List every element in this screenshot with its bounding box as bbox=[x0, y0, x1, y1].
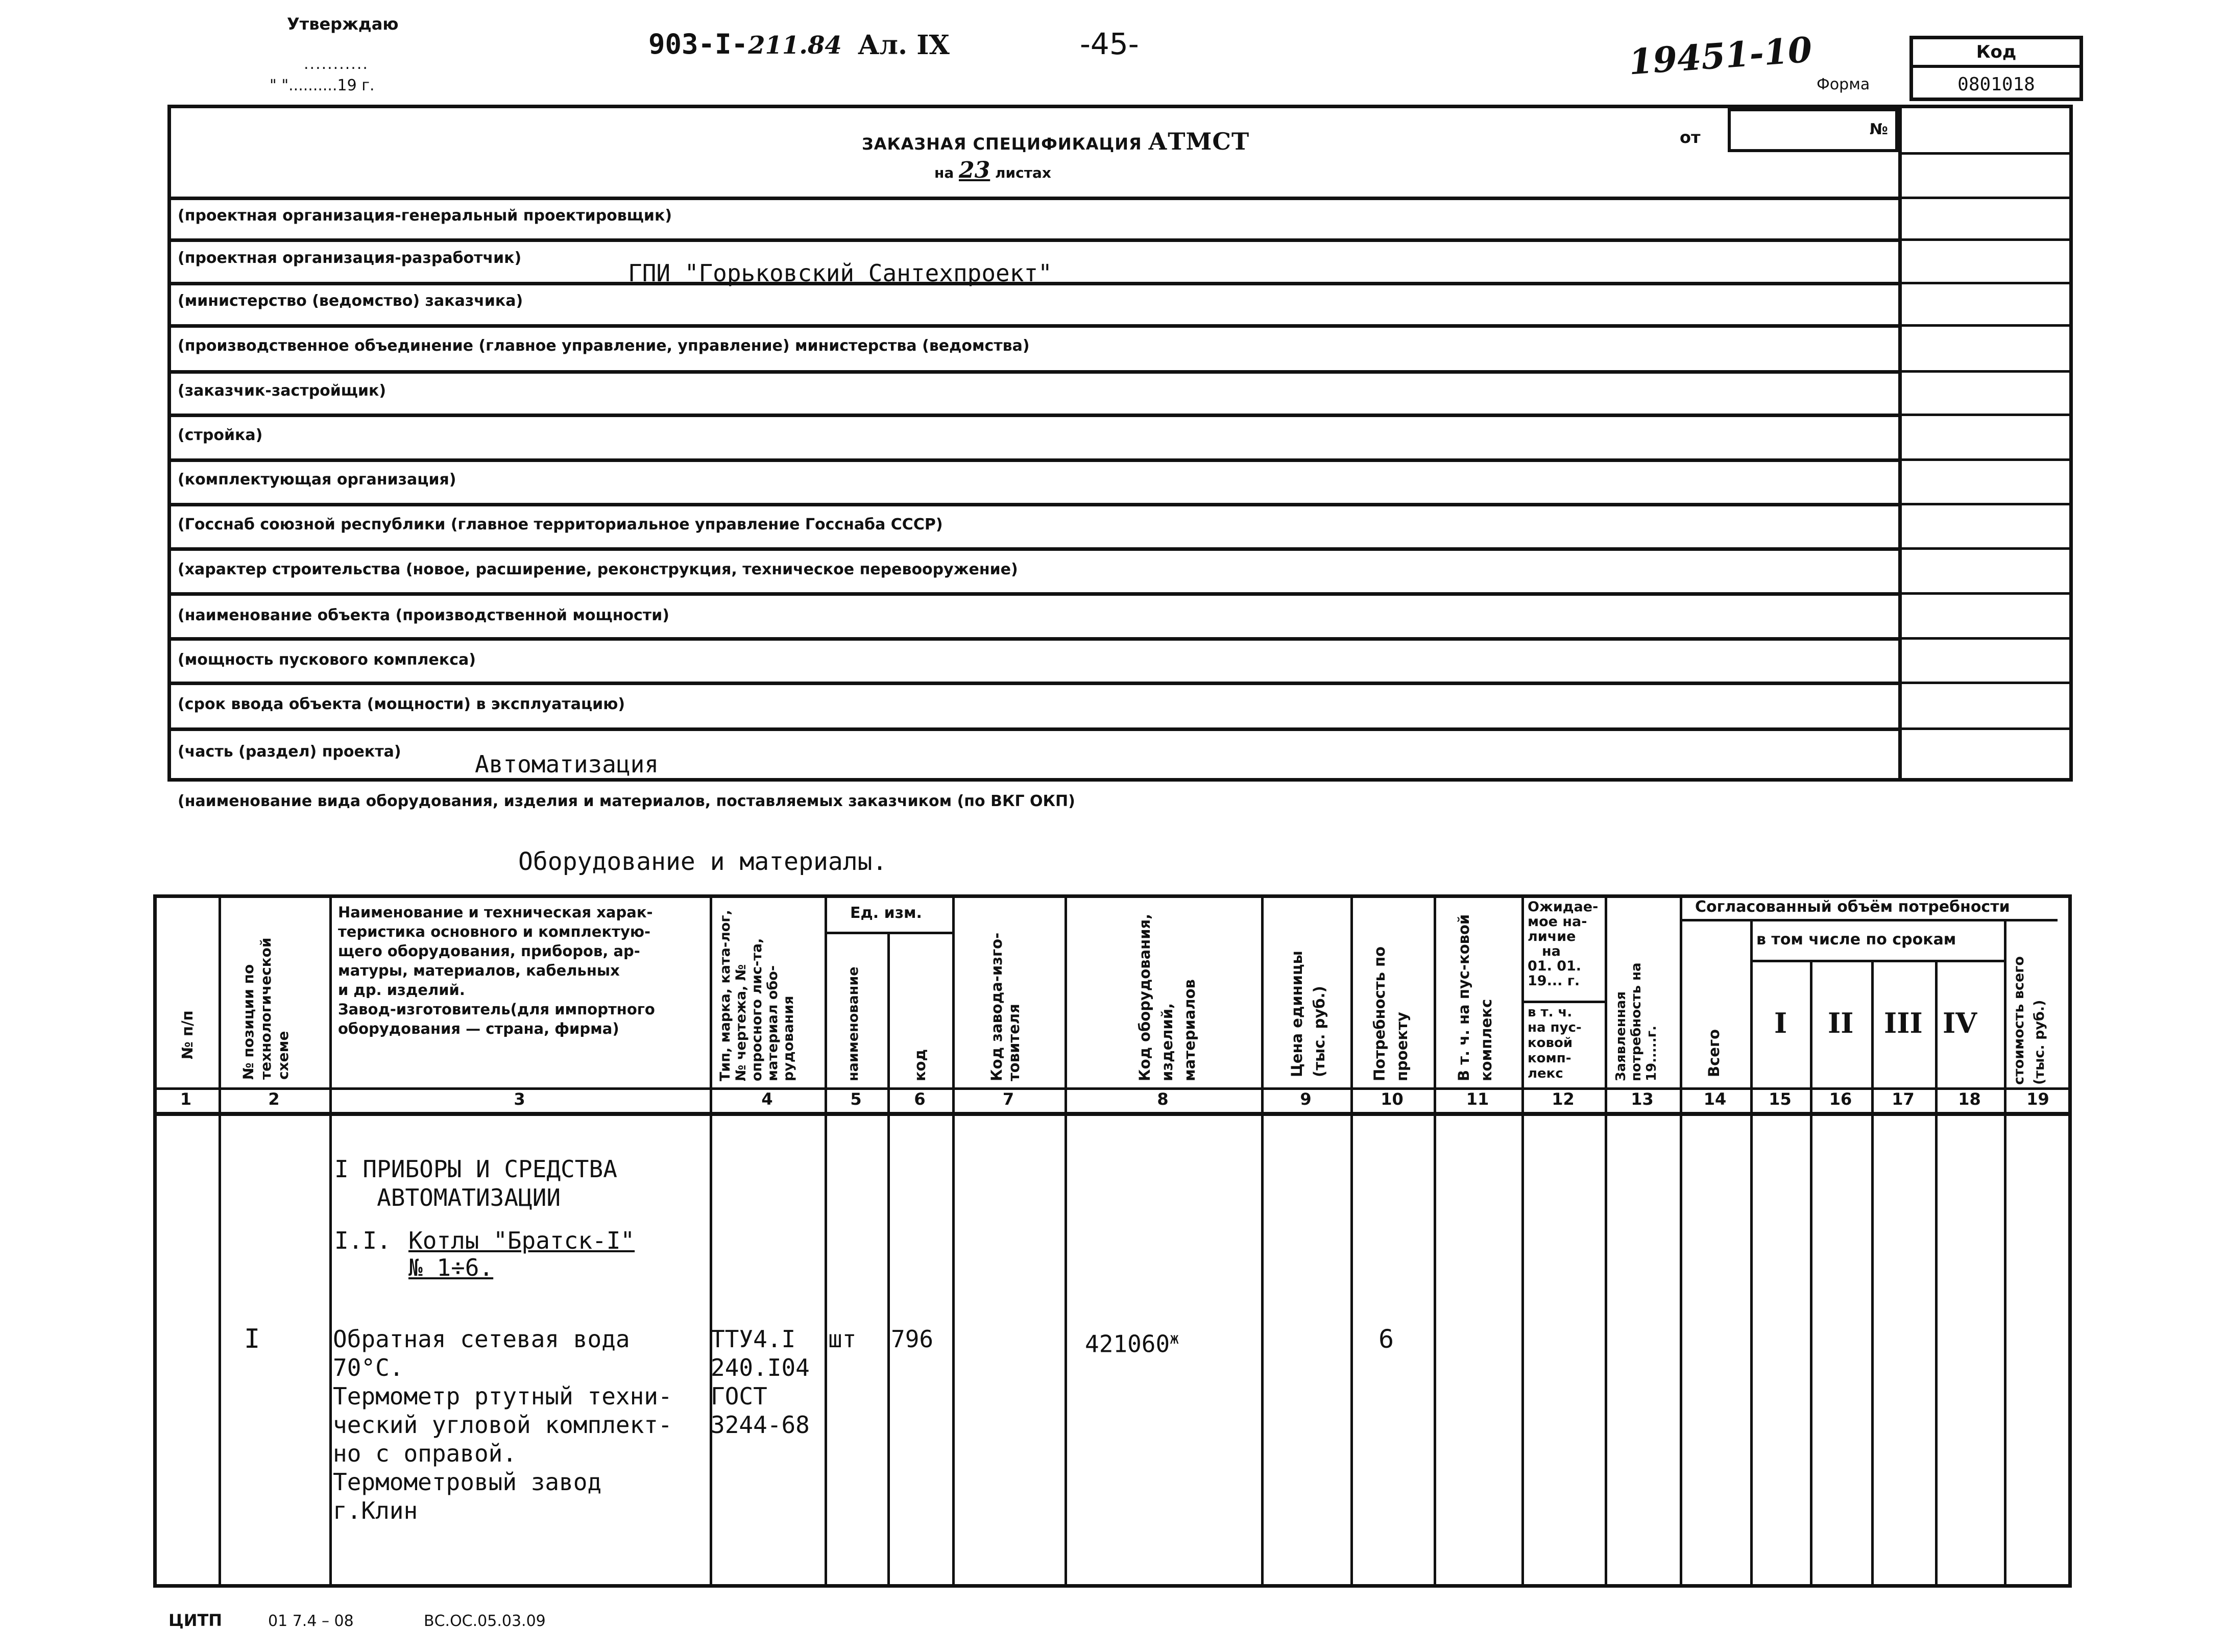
code-cell-divider bbox=[1902, 503, 2073, 505]
field-divider bbox=[171, 324, 1898, 328]
row-equipment-code-mark: ж bbox=[1170, 1330, 1179, 1348]
header-col17: III bbox=[1884, 1007, 1923, 1039]
footer-org: ЦИТП bbox=[168, 1611, 223, 1630]
col-divider bbox=[219, 894, 221, 1588]
column-number: 11 bbox=[1466, 1089, 1489, 1109]
field-label-construction-site: (стройка) bbox=[178, 426, 263, 444]
header-col12-line: в т. ч. bbox=[1528, 1005, 1573, 1020]
col-divider bbox=[1261, 894, 1264, 1588]
code-cell-divider bbox=[1902, 370, 2073, 373]
field-divider bbox=[171, 547, 1898, 551]
field-divider bbox=[171, 458, 1898, 462]
table-colnum-divider bbox=[153, 1112, 2072, 1116]
header-col12-line: комп- bbox=[1528, 1051, 1571, 1066]
header-unit-group: Ед. изм. bbox=[850, 904, 922, 922]
header-including-group: в том числе по срокам bbox=[1756, 931, 1956, 949]
header-col5: наименование bbox=[845, 966, 861, 1081]
from-label: от bbox=[1680, 128, 1701, 147]
code-cell-divider bbox=[1902, 682, 2073, 684]
row-quantity: 6 bbox=[1378, 1324, 1394, 1354]
field-label-developer: (проектная организация-разработчик) bbox=[178, 249, 522, 267]
field-value-developer: ГПИ "Горьковский Сантехпроект" bbox=[628, 259, 1052, 287]
row-name: Обратная сетевая вода 70°С. Термометр ртутный техни- ческий угловой комплект- но с оправой. Термометровый завод г.Клин bbox=[333, 1325, 672, 1524]
equipment-type-label: (наименование вида оборудования, изделия и материалов, поставляемых заказчиком (по ВКГ ОКП) bbox=[178, 792, 1075, 810]
field-label-startup-capacity: (мощность пускового комплекса) bbox=[178, 651, 476, 669]
field-label-supply-org: (комплектующая организация) bbox=[178, 471, 456, 489]
subsection-number: I.I. bbox=[334, 1227, 391, 1254]
field-label-ministry: (министерство (ведомство) заказчика) bbox=[178, 292, 523, 310]
section-title: I ПРИБОРЫ И СРЕДСТВА АВТОМАТИЗАЦИИ bbox=[334, 1155, 617, 1211]
header-col12-line: на пус- bbox=[1528, 1020, 1582, 1035]
col-divider bbox=[1605, 894, 1607, 1588]
column-number: 17 bbox=[1892, 1089, 1915, 1109]
column-number: 19 bbox=[2026, 1089, 2049, 1109]
header-col12-line: Ожидае- bbox=[1528, 899, 1599, 915]
header-col1: № п/п bbox=[179, 1010, 196, 1059]
header-col3-line: Завод-изготовитель(для импортного bbox=[338, 1001, 655, 1018]
subsection-title: Котлы "Братск-I" bbox=[408, 1227, 635, 1254]
header-col18: IV bbox=[1943, 1007, 1977, 1039]
code-cell-divider bbox=[1902, 637, 2073, 640]
header-col15: I bbox=[1774, 1007, 1787, 1039]
code-cell-divider bbox=[1902, 414, 2073, 416]
form-frame bbox=[167, 105, 2073, 782]
field-divider bbox=[171, 503, 1898, 506]
header-col3-line: Наименование и техническая харак- bbox=[338, 904, 653, 921]
field-label-production-association: (производственное объединение (главное управление, управление) министерства (ведомства) bbox=[178, 337, 1030, 355]
field-label-gossnab: (Госснаб союзной республики (главное территориальное управление Госснаба СССР) bbox=[178, 516, 943, 533]
column-number: 1 bbox=[180, 1089, 192, 1109]
row-unit-code: 796 bbox=[891, 1325, 934, 1353]
header-col3-line: теристика основного и комплектую- bbox=[338, 923, 651, 940]
field-divider bbox=[171, 637, 1898, 641]
approve-label: Утверждаю bbox=[287, 14, 399, 34]
header-col12-top bbox=[1528, 900, 1598, 988]
code-cell-divider bbox=[1902, 282, 2073, 284]
header-col14: Всего bbox=[1705, 1029, 1723, 1077]
approve-date: " "..........19 г. bbox=[270, 77, 375, 94]
agreed-group-divider bbox=[1680, 919, 2058, 921]
col-divider bbox=[2004, 919, 2006, 1588]
field-label-customer: (заказчик-застройщик) bbox=[178, 382, 386, 400]
field-label-project-part: (часть (раздел) проекта) bbox=[178, 743, 401, 761]
field-divider bbox=[171, 414, 1898, 417]
column-number: 5 bbox=[850, 1089, 862, 1109]
page-number: -45- bbox=[1080, 27, 1139, 61]
row-type: ТТУ4.I 240.I04 ГОСТ 3244-68 bbox=[711, 1325, 810, 1439]
header-col4: Тип, марка, ката-лог, № чертежа, № опросного лис-та, материал обо-рудования bbox=[717, 910, 796, 1081]
approve-signature-line: ........... bbox=[304, 55, 369, 73]
doc-number-printed: 903-I- bbox=[648, 28, 748, 60]
sheets-suffix: листах bbox=[995, 164, 1051, 181]
col-divider bbox=[952, 894, 955, 1588]
sheets-prefix: на bbox=[934, 164, 954, 181]
col-divider bbox=[825, 894, 827, 1588]
header-col3-line: и др. изделий. bbox=[338, 981, 465, 999]
header-col11: В т. ч. на пус-ковой комплекс bbox=[1455, 914, 1495, 1081]
header-col7: Код завода-изго-товителя bbox=[988, 932, 1023, 1081]
col-divider bbox=[887, 932, 890, 1588]
footer-code2: ВС.ОС.05.03.09 bbox=[424, 1612, 546, 1630]
header-col8: Код оборудования, изделий, материалов bbox=[1136, 913, 1198, 1081]
field-divider-full bbox=[171, 778, 2069, 782]
equipment-type-value: Оборудование и материалы. bbox=[518, 847, 887, 876]
field-label-commissioning-date: (срок ввода объекта (мощности) в эксплуатацию) bbox=[178, 695, 625, 713]
spec-title bbox=[862, 128, 1249, 155]
column-number: 15 bbox=[1769, 1089, 1792, 1109]
column-number: 14 bbox=[1703, 1089, 1727, 1109]
header-col12-line: личие bbox=[1528, 929, 1576, 944]
col-divider bbox=[1065, 894, 1067, 1588]
header-col12-line: лекс bbox=[1528, 1066, 1563, 1081]
spec-title-suffix: АТМСТ bbox=[1148, 128, 1250, 155]
col-divider bbox=[1350, 894, 1353, 1588]
album-number: Ал. IX bbox=[858, 30, 950, 61]
column-number: 12 bbox=[1552, 1089, 1575, 1109]
archive-number: 19451-10 bbox=[1627, 29, 1813, 83]
header-col13: Заявленная потребность на 19.....г. bbox=[1613, 962, 1659, 1081]
field-divider bbox=[171, 682, 1898, 685]
row-equipment-code bbox=[1085, 1325, 1179, 1358]
code-box bbox=[1909, 36, 2083, 101]
number-label: № bbox=[1869, 120, 1888, 138]
header-col3-line: щего оборудования, приборов, ар- bbox=[338, 942, 640, 960]
spec-title-main: ЗАКАЗНАЯ СПЕЦИФИКАЦИЯ bbox=[862, 134, 1142, 154]
col-divider bbox=[329, 894, 332, 1588]
code-cell-divider bbox=[1902, 324, 2073, 327]
row-unit-name: шт bbox=[828, 1325, 857, 1353]
column-number: 3 bbox=[514, 1089, 525, 1109]
col-divider bbox=[1935, 960, 1938, 1588]
header-col2: № позиции по технологической схеме bbox=[240, 937, 292, 1080]
footer-code1: 01 7.4 – 08 bbox=[268, 1612, 354, 1630]
right-code-column-divider bbox=[1898, 105, 1902, 782]
col-divider bbox=[1680, 894, 1682, 1588]
col-divider bbox=[1871, 960, 1874, 1588]
col-divider bbox=[1750, 919, 1753, 1588]
code-cell-divider bbox=[1902, 727, 2073, 730]
code-cell-divider bbox=[1902, 152, 2073, 155]
header-col12-line: 19... г. bbox=[1528, 973, 1580, 989]
header-col12-line: на bbox=[1542, 943, 1561, 959]
header-col12-bottom bbox=[1528, 1005, 1582, 1081]
code-header: Код bbox=[1913, 39, 2079, 68]
column-number: 9 bbox=[1300, 1089, 1312, 1109]
header-col3-line: оборудования — страна, фирма) bbox=[338, 1020, 619, 1037]
header-agreed-group: Согласованный объём потребности bbox=[1695, 898, 2010, 916]
col12-divider bbox=[1524, 1001, 1605, 1003]
column-number: 2 bbox=[268, 1089, 280, 1109]
column-number: 7 bbox=[1002, 1089, 1014, 1109]
column-number: 13 bbox=[1631, 1089, 1654, 1109]
col-divider bbox=[1810, 960, 1812, 1588]
doc-number-handwritten: 211.84 bbox=[748, 31, 842, 60]
header-col12-line: 01. 01. bbox=[1528, 958, 1582, 974]
number-box bbox=[1728, 108, 1898, 152]
column-number: 16 bbox=[1829, 1089, 1852, 1109]
header-col12-line: мое на- bbox=[1528, 914, 1587, 930]
header-col12-line: ковой bbox=[1528, 1035, 1573, 1051]
code-cell-divider bbox=[1902, 197, 2073, 199]
header-col10: Потребность по проекту bbox=[1371, 946, 1411, 1081]
column-number: 18 bbox=[1958, 1089, 1981, 1109]
doc-number bbox=[648, 28, 842, 60]
form-label: Форма bbox=[1817, 76, 1870, 93]
field-divider bbox=[171, 197, 1898, 200]
field-label-general-designer: (проектная организация-генеральный проектировщик) bbox=[178, 207, 672, 225]
header-col19: стоимость всего (тыс. руб.) bbox=[2011, 956, 2047, 1085]
column-number: 6 bbox=[914, 1089, 926, 1109]
code-cell-divider bbox=[1902, 238, 2073, 241]
column-number: 10 bbox=[1381, 1089, 1404, 1109]
subsection-title-line2: № 1÷6. bbox=[408, 1254, 494, 1281]
col-divider bbox=[710, 894, 712, 1588]
column-number: 8 bbox=[1157, 1089, 1169, 1109]
code-cell-divider bbox=[1902, 458, 2073, 461]
field-divider bbox=[171, 238, 1898, 242]
code-cell-divider bbox=[1902, 592, 2073, 595]
field-divider bbox=[171, 592, 1898, 596]
field-value-project-part: Автоматизация bbox=[475, 750, 659, 778]
including-group-divider bbox=[1750, 960, 2005, 962]
col-divider bbox=[1521, 894, 1524, 1588]
header-col9: Цена единицы (тыс. руб.) bbox=[1288, 951, 1328, 1077]
field-label-object-name: (наименование объекта (производственной мощности) bbox=[178, 606, 669, 624]
header-col6: код bbox=[911, 1049, 929, 1081]
field-label-construction-type: (характер строительства (новое, расширение, реконструкция, техническое перевооружение) bbox=[178, 561, 1018, 578]
row-equipment-code-value: 421060 bbox=[1085, 1330, 1170, 1358]
header-col3-line: матуры, материалов, кабельных bbox=[338, 962, 620, 979]
sheets-count-line bbox=[934, 157, 1051, 183]
row-position: I bbox=[244, 1324, 260, 1354]
code-value: 0801018 bbox=[1957, 74, 2035, 95]
header-col3 bbox=[338, 903, 655, 1038]
column-number: 4 bbox=[761, 1089, 773, 1109]
col-divider bbox=[1434, 894, 1436, 1588]
field-divider bbox=[171, 370, 1898, 374]
field-divider bbox=[171, 727, 1898, 731]
sheets-count: 23 bbox=[959, 157, 990, 183]
header-col16: II bbox=[1828, 1007, 1854, 1039]
code-cell-divider bbox=[1902, 547, 2073, 550]
